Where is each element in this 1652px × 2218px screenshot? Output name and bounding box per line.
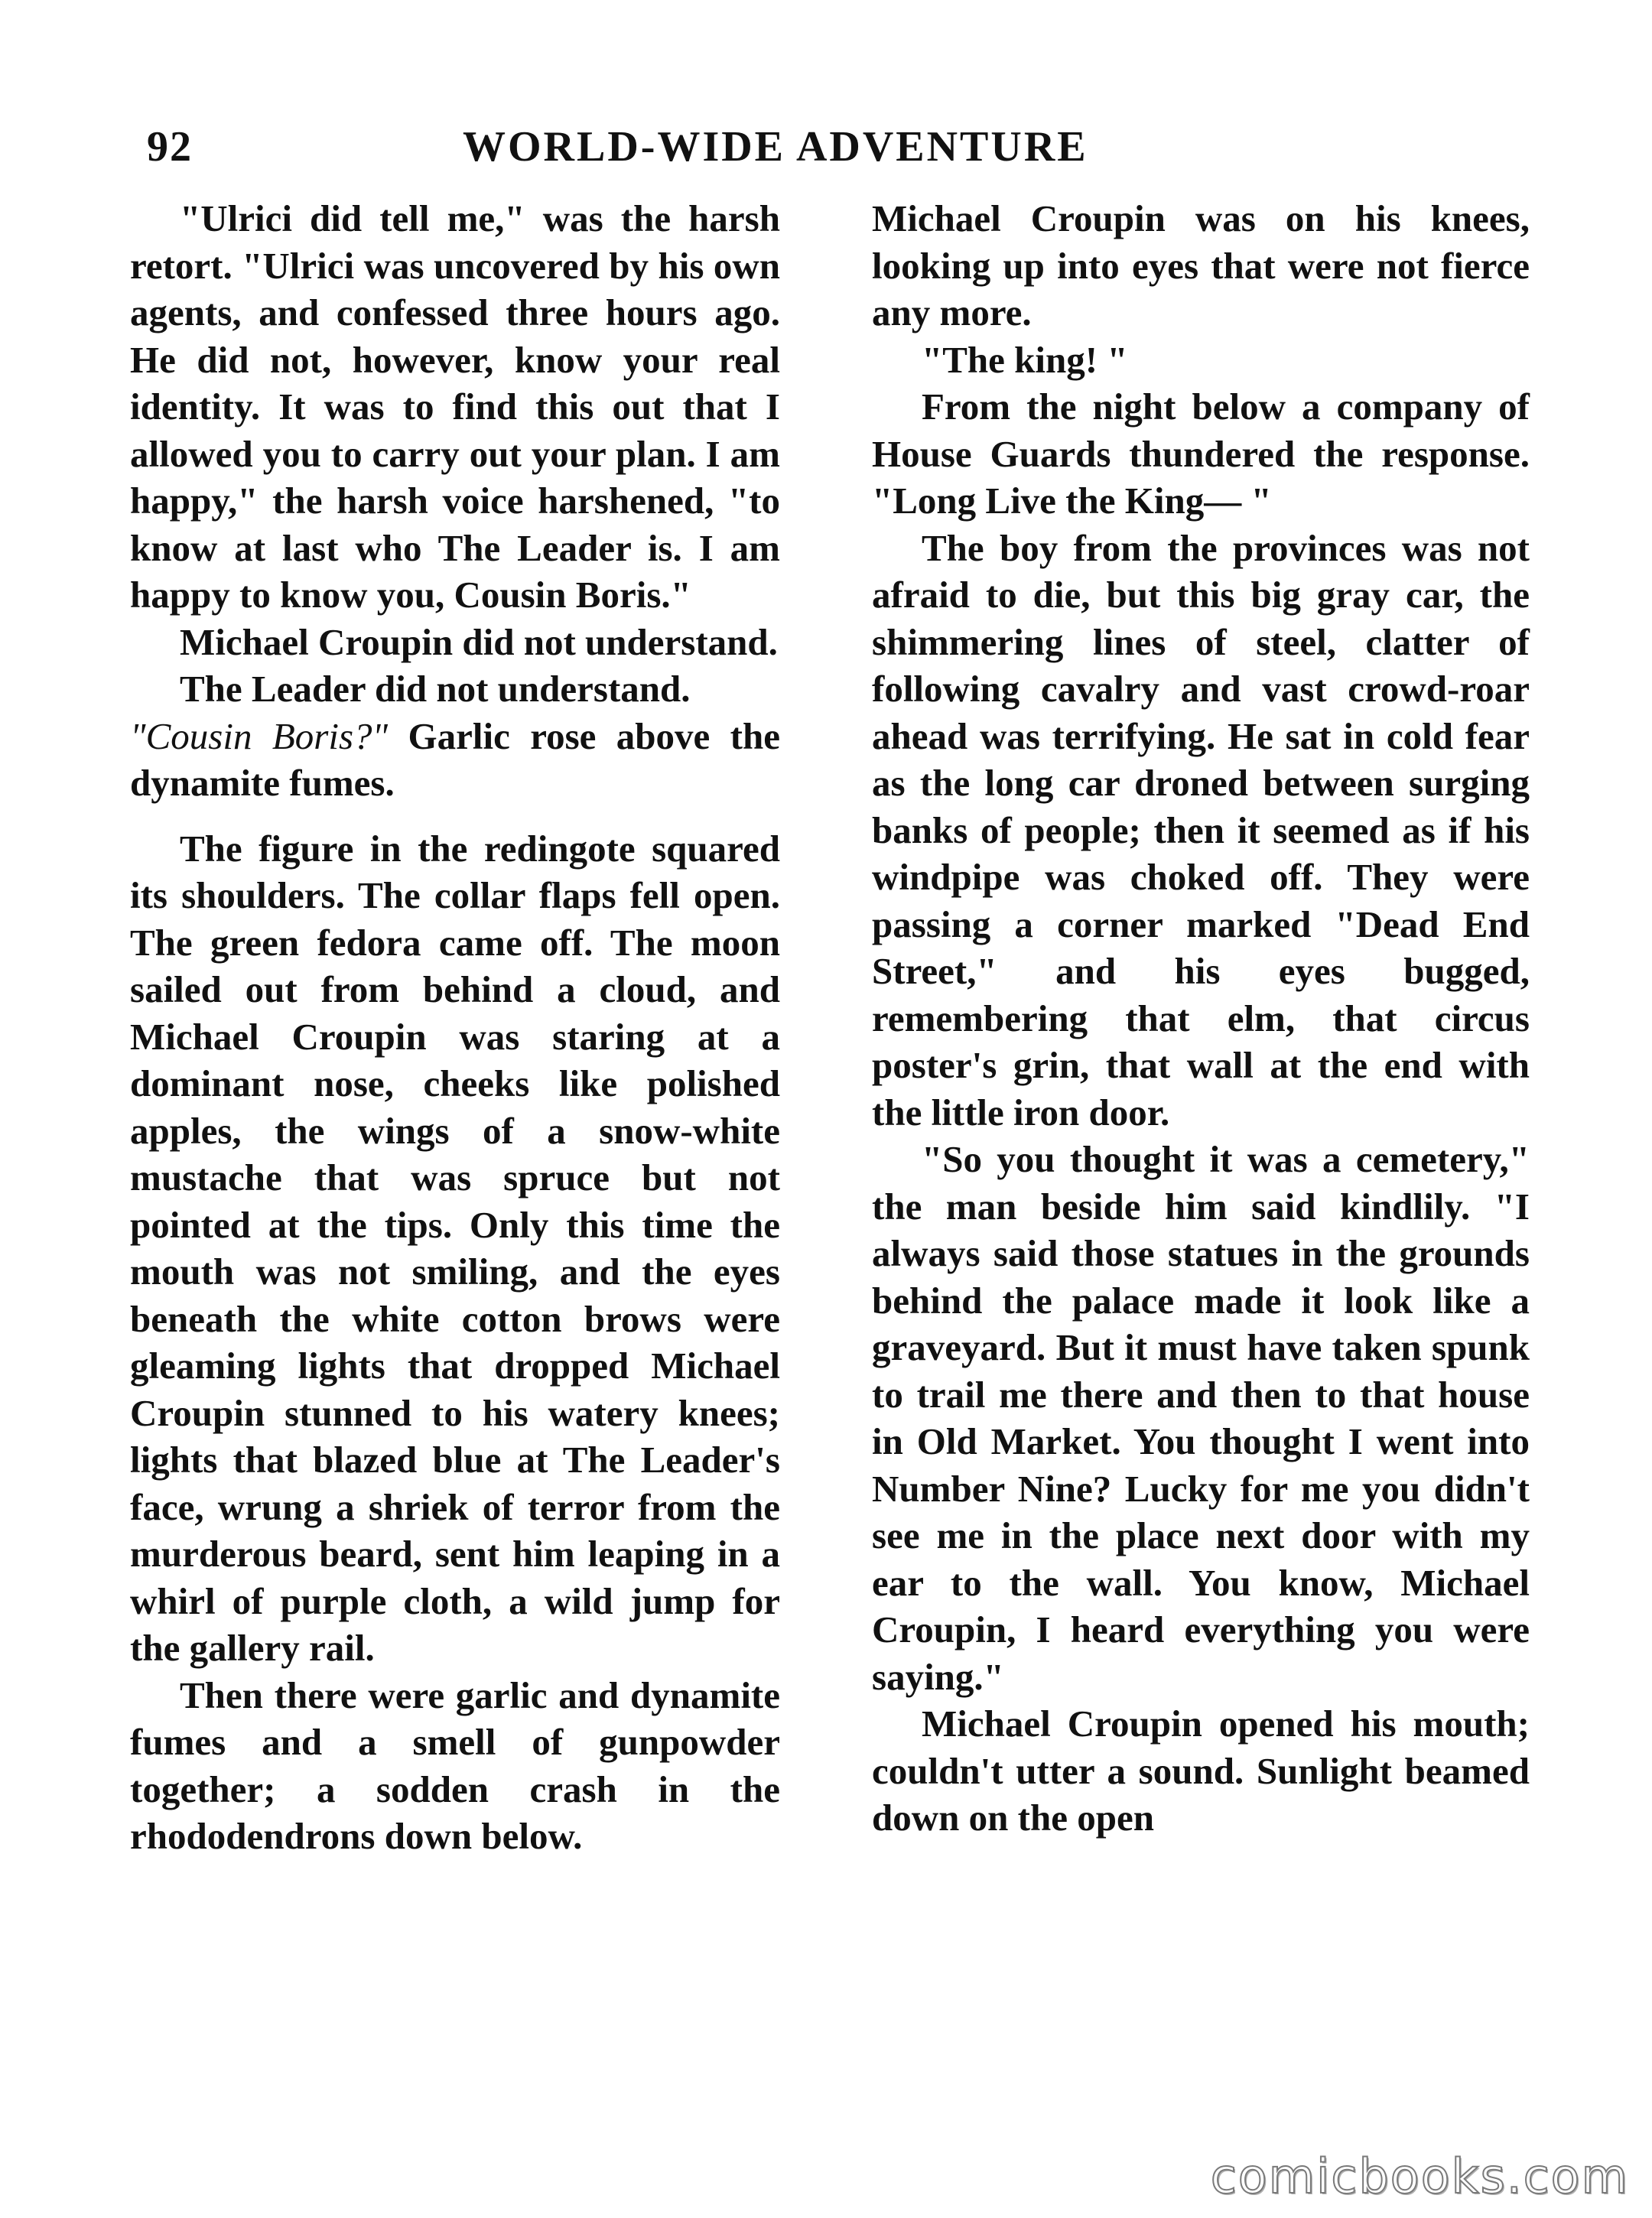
paragraph: The Leader did not understand. [180,668,691,710]
paragraph-continuation: Garlic rose above the dynamite fumes. [130,714,780,804]
paragraph: The figure in the redingote squared its shoulders. The collar flaps fell open. The green fedora came off. The moon sailed out from behind a cloud, and Michael Croupin was staring at a dominant nose, cheeks like polished apples, the wings of a snow-white mustache that was spruce but not pointed at the tips. Only this time the mouth was not smiling, and the eyes beneath the white cotton brows were gleaming lights that dropped Michael Croupin stunned to his watery knees; lights that blazed blue at The Leader's face, wrung a shriek of terror from the murderous beard, sent him leaping in a whirl of purple cloth, a wild jump for the gallery rail. [130,827,780,1669]
watermark-logo: comicbooks.com [1210,2148,1629,2204]
left-text-column [130,195,780,1860]
page-header [138,122,1545,176]
paragraph: "The king! " [922,338,1128,381]
paragraph: "So you thought it was a cemetery," the man beside him said kindlily. "I always said those statues in the grounds behind the palace made it look like a graveyard. But it must have taken spunk to trail me there and then to that house in Old Market. You thought I went into Number Nine? Lucky for me you didn't see me in the place next door with my ear to the wall. You know, Michael Croupin, I heard everything you were saying." [872,1138,1530,1698]
paragraph: "Ulrici did tell me," was the harsh retort. "Ulrici was uncovered by his own agents, and confessed three hours ago. He did not, however, know your real identity. It was to find this out that I allowed you to carry out your plan. I am happy," the harsh voice harshened, "to know at last who The Leader is. I am happy to know you, Cousin Boris." [130,197,780,616]
paragraph: Michael Croupin did not understand. [180,620,778,663]
paragraph: Michael Croupin was on his knees, looking up into eyes that were not fierce any more. [872,197,1530,333]
running-title: WORLD-WIDE ADVENTURE [463,123,1088,171]
paragraph: The boy from the provinces was not afraid to die, but this big gray car, the shimmering lines of steel, clatter of following cavalry and vast crowd-roar ahead was terrifying. He sat in cold fear as the long car droned between surging banks of people; then it seemed as if his windpipe was choked off. They were passing a corner marked "Dead End Street," and his eyes bugged, remembering that elm, that circus poster's grin, that wall at the end with the little iron door. [872,526,1530,1133]
paragraph: Michael Croupin opened his mouth; couldn't utter a sound. Sunlight beamed down on the open [872,1703,1530,1839]
italic-quote: "Cousin Boris?" [130,714,389,757]
right-text-column [872,195,1530,1842]
paragraph: Then there were garlic and dynamite fumes and a smell of gunpowder together; a sodden crash in the rhododendrons down below. [130,1673,780,1857]
paragraph: From the night below a company of House Guards thundered the response. "Long Live the King— " [872,385,1530,522]
page-number: 92 [147,123,193,171]
paragraph [130,713,780,807]
